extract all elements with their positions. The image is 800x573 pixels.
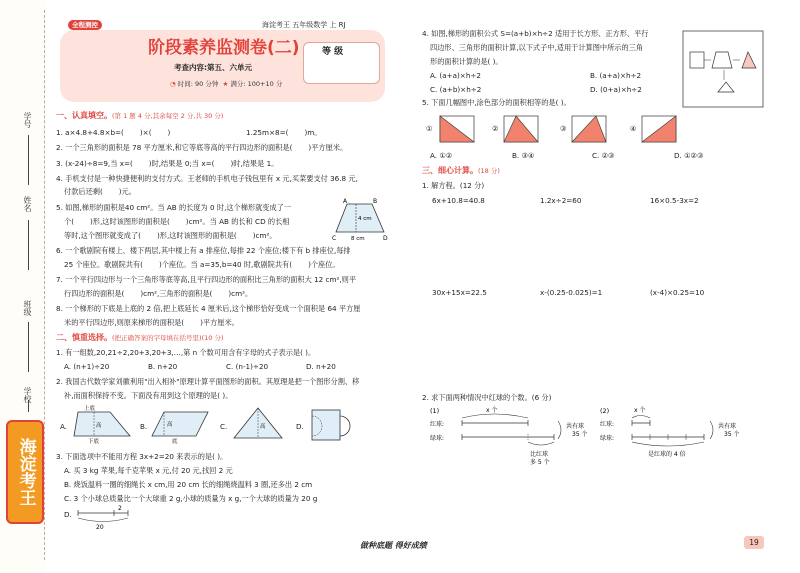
s1-q5-b: 个( )形,这时该图形的面积是( )cm²。当 AB 的长和 CD 的长相 [64,217,290,226]
d1-number: (1) [430,407,440,415]
grade-label: 等 级 [322,47,344,57]
label-a: A [343,198,348,205]
d1-total-value: 35 个 [572,431,588,438]
s2-q2-option-a[interactable]: A. [60,422,68,431]
d2-green-label: 绿球: [600,435,615,442]
d1-green-label: 绿球: [430,435,445,442]
equation-2: 1.2x÷2=60 [540,196,582,205]
q5-figure-2 [502,110,542,148]
s1-q3: 3. (x-24)÷8=9,当 x=( )时,结果是 0;当 x=( )时,结果是 1。 [56,159,279,168]
s2-q3-option-c[interactable]: C. 3 个小球总质量比一个大球重 2 g,小球的质量为 x g,一个大球的质量为 20 g [64,494,318,503]
r-q5-option-c[interactable]: C. ②③ [592,151,615,160]
ball-diagram-2 [598,404,768,466]
book-tag: 海淀考王 五年级数学 上 RJ [262,21,346,29]
s2-q1: 1. 有一组数,20,21÷2,20+3,20+3,…,第 n 个数可用含有字母的式子表示是( )。 [56,348,316,357]
r-q4-option-d[interactable]: D. (0+a)×h÷2 [590,85,642,94]
s1-q1: 1. a×4.8+4.8×b=( )×( ) [56,128,171,137]
ball-diagram-1 [428,404,598,466]
bottom-base-label: 下底 [88,439,100,444]
s2-q2-option-d[interactable]: D. [296,422,304,431]
footer-slogan: 做种底题 得好成绩 [360,541,427,550]
section-1-heading: 一、认真填空。(第 1 题 4 分,其余每空 2 分,共 30 分) [56,111,224,120]
option-d-total: 20 [96,524,104,531]
height-label-b: 高 [167,422,173,428]
school-label: 学校 [23,387,32,403]
d1-more-value: 多 5 个 [530,459,550,466]
time-limit: 时间: 90 分钟 [177,80,219,88]
s2-q1-option-d[interactable]: D. n+20 [306,362,336,371]
base-label: 8 cm [351,236,365,242]
section-2-heading: 二、慎重选择。(把正确答案的字母填在括号里)(10 分) [56,333,224,342]
d2-times-label: 是红球的 4 倍 [648,451,686,458]
s1-q6: 6. 一个歌剧院有楼上、楼下两层,其中楼上有 a 排座位,每排 22 个座位;楼下有 b 排座位,每排 [56,246,351,255]
option-d-diagram [76,505,132,531]
q5-figure-4 [640,110,680,148]
d2-total-label: 共有球 [718,423,737,430]
cut-line [44,10,45,560]
d1-total-label: 共有球 [566,423,585,430]
figure-parallelogram-cut [150,404,212,444]
equation-6: (x-4)×0.25=10 [650,288,705,297]
exam-scope: 考查内容:第五、六单元 [174,63,252,72]
s1-q4-b: 付款后还剩( )元。 [64,187,136,196]
d1-more-label: 比红球 [530,451,549,458]
d2-number: (2) [600,407,610,415]
equation-5: x-(0.25-0.025)=1 [540,288,603,297]
r-q4-b: 四边形、三角形的面积计算,以下式子中,适用于计算图中所示的三角 [430,43,644,52]
full-score: 满分: 100+10 分 [230,80,283,88]
d1-red-label: 红球: [430,421,445,428]
r-q5-option-b[interactable]: B. ③④ [512,151,535,160]
student-id-label: 学号 [23,112,32,128]
label-b: B [373,198,378,205]
figure-semicircle-cut [306,402,362,444]
page-title: 阶段素养监测卷(二) [148,38,300,58]
q5-figure-1 [438,110,478,148]
s1-q5-c: 等时,这个图形就变成了( )形,这时该图形的面积是( )cm²。 [64,231,277,240]
s2-q1-option-a[interactable]: A. (n+1)÷20 [64,362,110,371]
s1-q8-b: 米的平行四边形,则原来梯形的面积是( )平方厘米。 [64,318,239,327]
label-c: C [332,235,337,242]
d2-x-label: x 个 [634,407,646,414]
clock-icon: ◔ [170,80,176,88]
class-field[interactable] [28,322,29,372]
s1-q4: 4. 手机支付是一种快捷便利的支付方式。王老师的手机电子钱包里有 x 元,买菜要支付 36.8 元, [56,174,358,183]
s2-q3-option-b[interactable]: B. 烧饭温料一圈的细绳长 x cm,用 20 cm 长的细绳烧温料 3 圈,还多出 2 cm [64,480,313,489]
r-q4-option-a[interactable]: A. (a+a)×h÷2 [430,71,481,80]
brand-logo: 海淀考王 [6,420,44,524]
exam-meta [170,80,282,88]
s1-q2: 2. 一个三角形的面积是 78 平方厘米,和它等底等高的平行四边形的面积是( )平方厘米。 [56,143,348,152]
s1-q8: 8. 一个梯形的下底是上底的 2 倍,把上底延长 4 厘米后,这个梯形恰好变成一个面积是 64 平方厘 [56,304,361,313]
s2-q1-option-b[interactable]: B. n+20 [148,362,178,371]
class-label: 班级 [23,300,32,316]
badge: 全程测控 [68,20,102,30]
s3-q1: 1. 解方程。(12 分) [422,181,485,190]
d2-red-label: 红球: [600,421,615,428]
s1-q5: 5. 如图,梯形的面积是40 cm²。当 AB 的长度为 0 时,这个梯形就变成了一 [56,203,292,212]
r-q5-option-d[interactable]: D. ①②③ [674,151,704,160]
s1-q7: 7. 一个平行四边形与一个三角形等底等高,且平行四边形的面积比三角形的面积大 12 cm²,则平 [56,275,357,284]
r-q4: 4. 如图,梯形的面积公式 S=(a+b)×h÷2 适用于长方形、正方形、平行 [422,29,649,38]
s2-q2-option-c[interactable]: C. [220,422,228,431]
q5-fig3-label: ③ [560,124,567,133]
q5-figure-3 [570,110,610,148]
name-label: 姓名 [23,196,32,212]
equation-4: 30x+15x=22.5 [432,288,487,297]
r-q5: 5. 下面几幅图中,涂色部分的面积相等的是( )。 [422,98,571,107]
base-label-b: 底 [172,439,178,444]
s2-q3-option-a[interactable]: A. 买 3 kg 苹果,每千克苹果 x 元,付 20 元,找回 2 元 [64,466,233,475]
s1-q7-b: 行四边形的面积是( )cm²,三角形的面积是( )cm²。 [64,289,253,298]
r-q5-option-a[interactable]: A. ①② [430,151,453,160]
q5-fig2-label: ② [492,124,499,133]
s2-q1-option-c[interactable]: C. (n-1)÷20 [226,362,269,371]
s2-q2: 2. 我国古代数学家刘徽利用"出入相补"原理计算平面图形的面积。其原理是把一个图形分割、移 [56,377,360,386]
section-3-heading: 三、细心计算。(18 分) [422,166,500,175]
equation-1: 6x+10.8=40.8 [432,196,485,205]
s2-q2-option-b[interactable]: B. [140,422,148,431]
s3-q2: 2. 求下面两种情况中红球的个数。(6 分) [422,393,552,402]
r-q4-c: 形的面积计算的是( )。 [430,57,503,66]
height-label-a: 高 [96,423,102,429]
s1-q1-b: 1.25m×8=( )m。 [246,128,322,137]
r-q4-option-b[interactable]: B. (a+a)×h÷2 [590,71,642,80]
equation-3: 16×0.5-3x=2 [650,196,699,205]
height-label-c: 高 [260,424,266,430]
school-field[interactable] [28,400,29,412]
s1-q6-b: 25 个座位。歌剧院共有( )个座位。当 a=35,b=40 时,歌剧院共有( )个座位。 [64,260,340,269]
student-id-field[interactable] [28,135,29,185]
name-field[interactable] [28,220,29,270]
q5-fig4-label: ④ [630,124,637,133]
s2-q3: 3. 下面选项中不能用方程 3x+2=20 来表示的是( )。 [56,452,228,461]
page-number: 19 [744,536,764,549]
s2-q2-b: 补,而面积保持不变。下面没有用到这个原理的是( )。 [64,391,233,400]
label-d: D [383,235,388,242]
q4-figure [682,30,764,108]
star-icon: ★ [222,80,229,88]
d2-total-value: 35 个 [724,431,740,438]
d1-x-label: x 个 [486,407,498,414]
q5-fig1-label: ① [426,124,433,133]
height-label: 4 cm [358,216,372,222]
figure-triangle-cut [230,404,286,444]
figure-trapezoid-cut [70,404,134,444]
option-d-extra: 2 [118,505,122,512]
trapezoid-figure [332,196,390,242]
s2-q3-option-d[interactable]: D. [64,510,72,519]
top-base-label: 上底 [84,406,96,412]
r-q4-option-c[interactable]: C. (a+b)×h÷2 [430,85,482,94]
